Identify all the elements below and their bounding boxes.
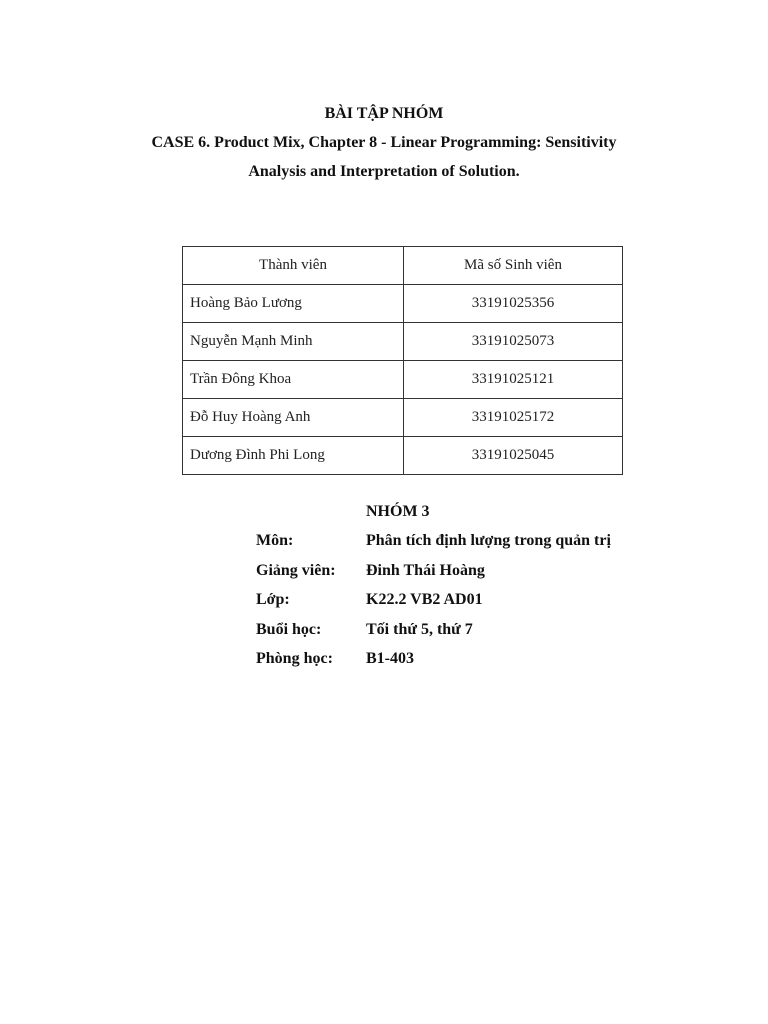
info-row-session [0, 620, 768, 640]
member-name: Nguyễn Mạnh Minh [183, 323, 404, 361]
header-student-id: Mã số Sinh viên [404, 247, 623, 285]
info-row-lecturer [0, 561, 768, 581]
info-value: K22.2 VB2 AD01 [366, 591, 483, 608]
header-member-name: Thành viên [183, 247, 404, 285]
info-row-subject [0, 531, 768, 551]
case-title-line-1: CASE 6. Product Mix, Chapter 8 - Linear Programming: Sensitivity [151, 134, 617, 151]
member-name: Hoàng Bảo Lương [183, 285, 404, 323]
member-student-id: 33191025356 [404, 285, 623, 323]
member-name: Dương Đình Phi Long [183, 437, 404, 475]
member-name: Trần Đông Khoa [183, 361, 404, 399]
info-value: Đinh Thái Hoàng [366, 562, 485, 579]
case-title-line-2: Analysis and Interpretation of Solution. [248, 163, 520, 180]
member-student-id: 33191025172 [404, 399, 623, 437]
info-row-room [0, 649, 768, 669]
info-value: Tối thứ 5, thứ 7 [366, 621, 473, 638]
group-label: NHÓM 3 [366, 503, 430, 520]
table-row [183, 323, 623, 361]
member-student-id: 33191025073 [404, 323, 623, 361]
info-label: Giảng viên: [256, 562, 336, 579]
table-row [183, 437, 623, 475]
info-value: B1-403 [366, 650, 414, 667]
info-label: Phòng học: [256, 650, 333, 667]
members-table [182, 246, 623, 475]
member-student-id: 33191025121 [404, 361, 623, 399]
info-label: Lớp: [256, 591, 290, 608]
table-row [183, 399, 623, 437]
table-row [183, 361, 623, 399]
info-value: Phân tích định lượng trong quản trị [366, 532, 611, 549]
member-name: Đỗ Huy Hoàng Anh [183, 399, 404, 437]
info-row-class [0, 590, 768, 610]
document-title: BÀI TẬP NHÓM [324, 105, 444, 122]
table-header-row [183, 247, 623, 285]
table-row [183, 285, 623, 323]
info-label: Môn: [256, 532, 294, 549]
member-student-id: 33191025045 [404, 437, 623, 475]
info-label: Buổi học: [256, 621, 322, 638]
